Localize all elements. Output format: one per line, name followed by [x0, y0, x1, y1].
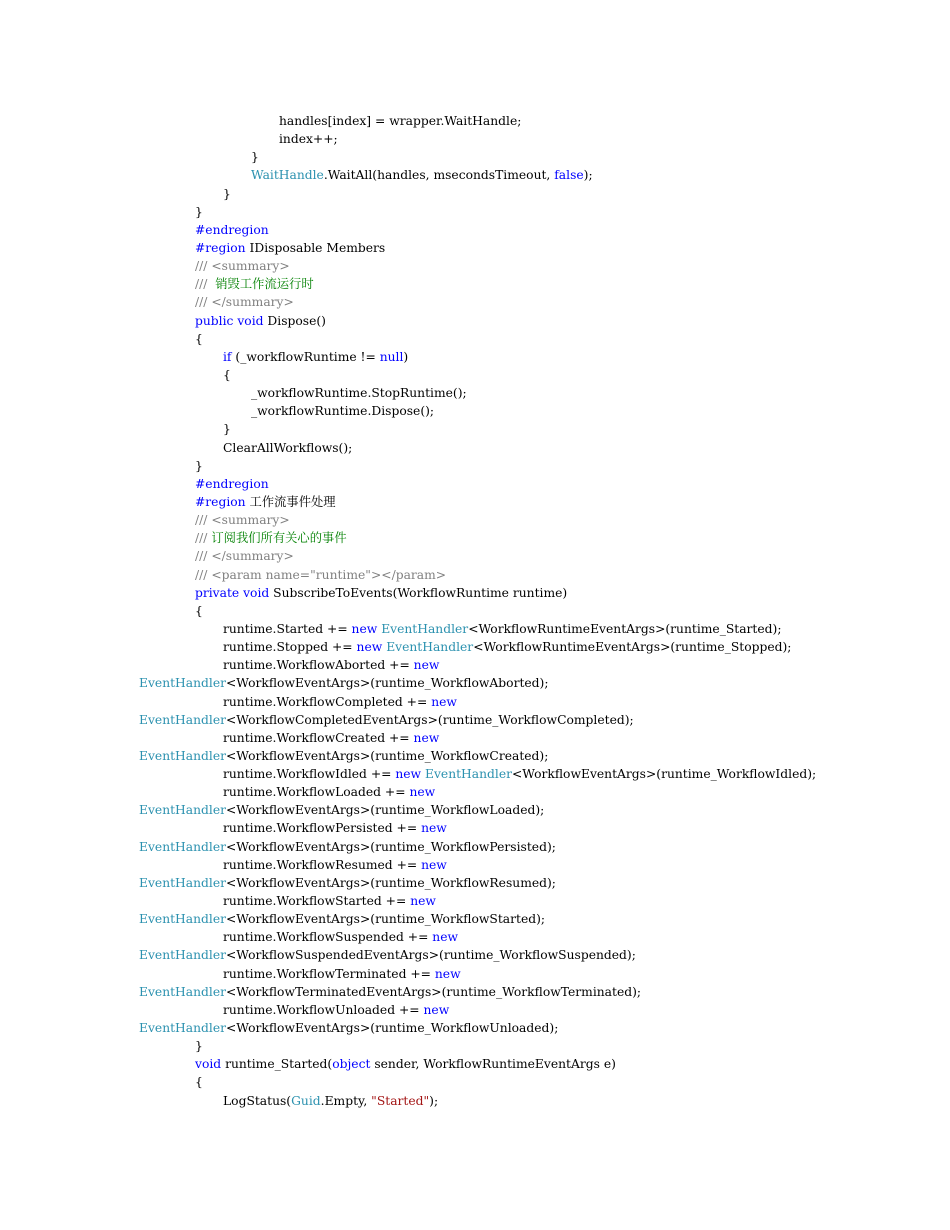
code-text: runtime.WorkflowCompleted += [223, 694, 432, 709]
code-text: <WorkflowEventArgs>(runtime_WorkflowStarted); [226, 912, 546, 927]
doc-comment-tag: /// <summary> [195, 259, 290, 274]
type-token: EventHandler [139, 875, 226, 890]
code-text: ); [583, 168, 593, 183]
code-text: <WorkflowEventArgs>(runtime_WorkflowUnloaded); [226, 1021, 559, 1036]
code-text: <WorkflowTerminatedEventArgs>(runtime_WorkflowTerminated); [226, 984, 642, 999]
code-text: _workflowRuntime.StopRuntime(); [251, 386, 467, 401]
code-line [0, 221, 950, 239]
code-line [0, 1092, 950, 1110]
code-line [0, 420, 950, 438]
keyword-token: new [356, 640, 383, 655]
comment-text: 订阅我们所有关心的事件 [207, 531, 347, 546]
keyword-token: public [195, 313, 234, 328]
comment-text: 销毁工作流运行时 [207, 277, 314, 292]
code-line [0, 330, 950, 348]
code-line [0, 493, 950, 511]
code-line [0, 983, 950, 1001]
doc-comment-tag: /// </summary> [195, 549, 294, 564]
code-line [0, 729, 950, 747]
code-line [0, 965, 950, 983]
code-line [0, 1001, 950, 1019]
code-text: IDisposable Members [245, 240, 386, 255]
doc-comment-tag: /// [195, 531, 208, 546]
code-text: runtime.Started += [223, 621, 352, 636]
code-text: <WorkflowRuntimeEventArgs>(runtime_Started); [468, 621, 782, 636]
code-listing [0, 112, 950, 1110]
code-text: 工作流事件处理 [245, 494, 336, 509]
code-text: runtime.Stopped += [223, 640, 357, 655]
keyword-token: void [237, 313, 264, 328]
code-line [0, 1019, 950, 1037]
code-text: } [251, 150, 259, 165]
code-text: ClearAllWorkflows(); [223, 440, 353, 455]
code-text: } [223, 186, 231, 201]
code-line [0, 910, 950, 928]
keyword-token: new [431, 694, 457, 709]
code-line [0, 275, 950, 293]
type-token: EventHandler [139, 748, 226, 763]
code-line [0, 529, 950, 547]
type-token: WaitHandle [251, 168, 324, 183]
keyword-token: #region [195, 240, 246, 255]
type-token: EventHandler [386, 640, 474, 655]
code-text: <WorkflowEventArgs>(runtime_WorkflowCreated); [226, 748, 549, 763]
code-text: _workflowRuntime.Dispose(); [251, 404, 435, 419]
code-text: <WorkflowSuspendedEventArgs>(runtime_WorkflowSuspended); [226, 948, 636, 963]
code-text: runtime.WorkflowUnloaded += [223, 1002, 424, 1017]
keyword-token: false [554, 168, 584, 183]
type-token: EventHandler [139, 712, 226, 727]
keyword-token: new [351, 621, 378, 636]
keyword-token: new [421, 821, 447, 836]
code-text: .WaitAll(handles, msecondsTimeout, [323, 168, 555, 183]
code-text: } [223, 422, 231, 437]
type-token: EventHandler [139, 948, 226, 963]
code-text: runtime.WorkflowPersisted += [223, 821, 422, 836]
code-line [0, 693, 950, 711]
code-line [0, 348, 950, 366]
type-token: EventHandler [425, 767, 512, 782]
code-line [0, 511, 950, 529]
code-line [0, 765, 950, 783]
keyword-token: new [423, 1002, 450, 1017]
keyword-token: new [413, 730, 440, 745]
code-line [0, 656, 950, 674]
code-text: { [195, 1075, 203, 1090]
doc-comment-tag: /// <param name="runtime"></param> [195, 567, 447, 582]
code-text: runtime.WorkflowResumed += [223, 857, 422, 872]
code-text: runtime.WorkflowCreated += [223, 730, 414, 745]
code-line [0, 166, 950, 184]
code-text: runtime.WorkflowStarted += [223, 894, 411, 909]
code-line [0, 112, 950, 130]
code-line [0, 1055, 950, 1073]
code-text: <WorkflowEventArgs>(runtime_WorkflowAborted); [226, 676, 549, 691]
keyword-token: null [379, 349, 404, 364]
code-line [0, 584, 950, 602]
code-text: sender, WorkflowRuntimeEventArgs e) [370, 1057, 616, 1072]
keyword-token: if [223, 349, 232, 364]
keyword-token: private [195, 585, 240, 600]
type-token: EventHandler [139, 676, 226, 691]
keyword-token: void [243, 585, 270, 600]
code-line [0, 293, 950, 311]
code-line [0, 547, 950, 565]
code-text: <WorkflowCompletedEventArgs>(runtime_WorkflowCompleted); [226, 712, 634, 727]
keyword-token: #region [195, 494, 246, 509]
code-line [0, 874, 950, 892]
code-line [0, 402, 950, 420]
code-line [0, 674, 950, 692]
type-token: EventHandler [381, 621, 469, 636]
code-line [0, 239, 950, 257]
code-line [0, 366, 950, 384]
code-text: } [195, 1039, 203, 1054]
string-literal: "Started" [371, 1093, 430, 1108]
code-text: SubscribeToEvents(WorkflowRuntime runtime) [269, 585, 568, 600]
code-line [0, 1037, 950, 1055]
code-text: ); [429, 1093, 439, 1108]
code-line [0, 203, 950, 221]
code-line [0, 475, 950, 493]
code-text: runtime.WorkflowTerminated += [223, 966, 435, 981]
code-text: .Empty, [320, 1093, 372, 1108]
type-token: EventHandler [139, 803, 226, 818]
code-line [0, 602, 950, 620]
keyword-token: void [195, 1057, 222, 1072]
code-text: runtime.WorkflowIdled += [223, 767, 396, 782]
code-text: Dispose() [263, 313, 326, 328]
keyword-token: object [332, 1057, 371, 1072]
code-line [0, 130, 950, 148]
code-text: runtime_Started( [221, 1057, 333, 1072]
code-line [0, 892, 950, 910]
code-line [0, 638, 950, 656]
code-line [0, 946, 950, 964]
code-text: LogStatus( [223, 1093, 292, 1108]
code-line [0, 747, 950, 765]
code-text: <WorkflowEventArgs>(runtime_WorkflowIdled); [512, 767, 817, 782]
type-token: Guid [291, 1093, 321, 1108]
code-text: } [195, 204, 203, 219]
code-line [0, 185, 950, 203]
code-text: { [195, 603, 203, 618]
keyword-token: new [432, 930, 459, 945]
code-line [0, 312, 950, 330]
keyword-token: new [409, 785, 436, 800]
code-text: <WorkflowEventArgs>(runtime_WorkflowPersisted); [226, 839, 556, 854]
code-text: ) [403, 349, 409, 364]
keyword-token: new [395, 767, 422, 782]
code-line [0, 566, 950, 584]
code-text: handles[index] = wrapper.WaitHandle; [279, 114, 522, 128]
code-line [0, 384, 950, 402]
code-text: runtime.WorkflowLoaded += [223, 785, 410, 800]
keyword-token: new [434, 966, 461, 981]
code-line [0, 928, 950, 946]
code-text: runtime.WorkflowAborted += [223, 658, 414, 673]
code-text: { [195, 331, 203, 346]
type-token: EventHandler [139, 984, 226, 999]
code-text: <WorkflowRuntimeEventArgs>(runtime_Stopped); [473, 640, 792, 655]
keyword-token: new [413, 658, 440, 673]
doc-comment-tag: /// </summary> [195, 295, 294, 310]
code-line [0, 148, 950, 166]
keyword-token: #endregion [195, 222, 269, 237]
code-line [0, 457, 950, 475]
code-text: (_workflowRuntime != [231, 349, 380, 364]
code-line [0, 856, 950, 874]
code-line [0, 1073, 950, 1091]
keyword-token: #endregion [195, 476, 269, 491]
code-line [0, 711, 950, 729]
keyword-token: new [421, 857, 447, 872]
code-text: <WorkflowEventArgs>(runtime_WorkflowLoaded); [226, 803, 545, 818]
type-token: EventHandler [139, 912, 226, 927]
code-line [0, 783, 950, 801]
code-line [0, 439, 950, 457]
code-text: index++; [279, 132, 338, 147]
code-line [0, 257, 950, 275]
code-text: runtime.WorkflowSuspended += [223, 930, 433, 945]
doc-comment-tag: /// [195, 277, 208, 292]
code-line [0, 819, 950, 837]
code-text: { [223, 367, 231, 382]
type-token: EventHandler [139, 839, 226, 854]
code-text: <WorkflowEventArgs>(runtime_WorkflowResumed); [226, 875, 556, 890]
code-line [0, 838, 950, 856]
code-line [0, 801, 950, 819]
code-text: } [195, 458, 203, 473]
type-token: EventHandler [139, 1021, 226, 1036]
doc-comment-tag: /// <summary> [195, 513, 290, 528]
keyword-token: new [410, 894, 436, 909]
code-line [0, 620, 950, 638]
